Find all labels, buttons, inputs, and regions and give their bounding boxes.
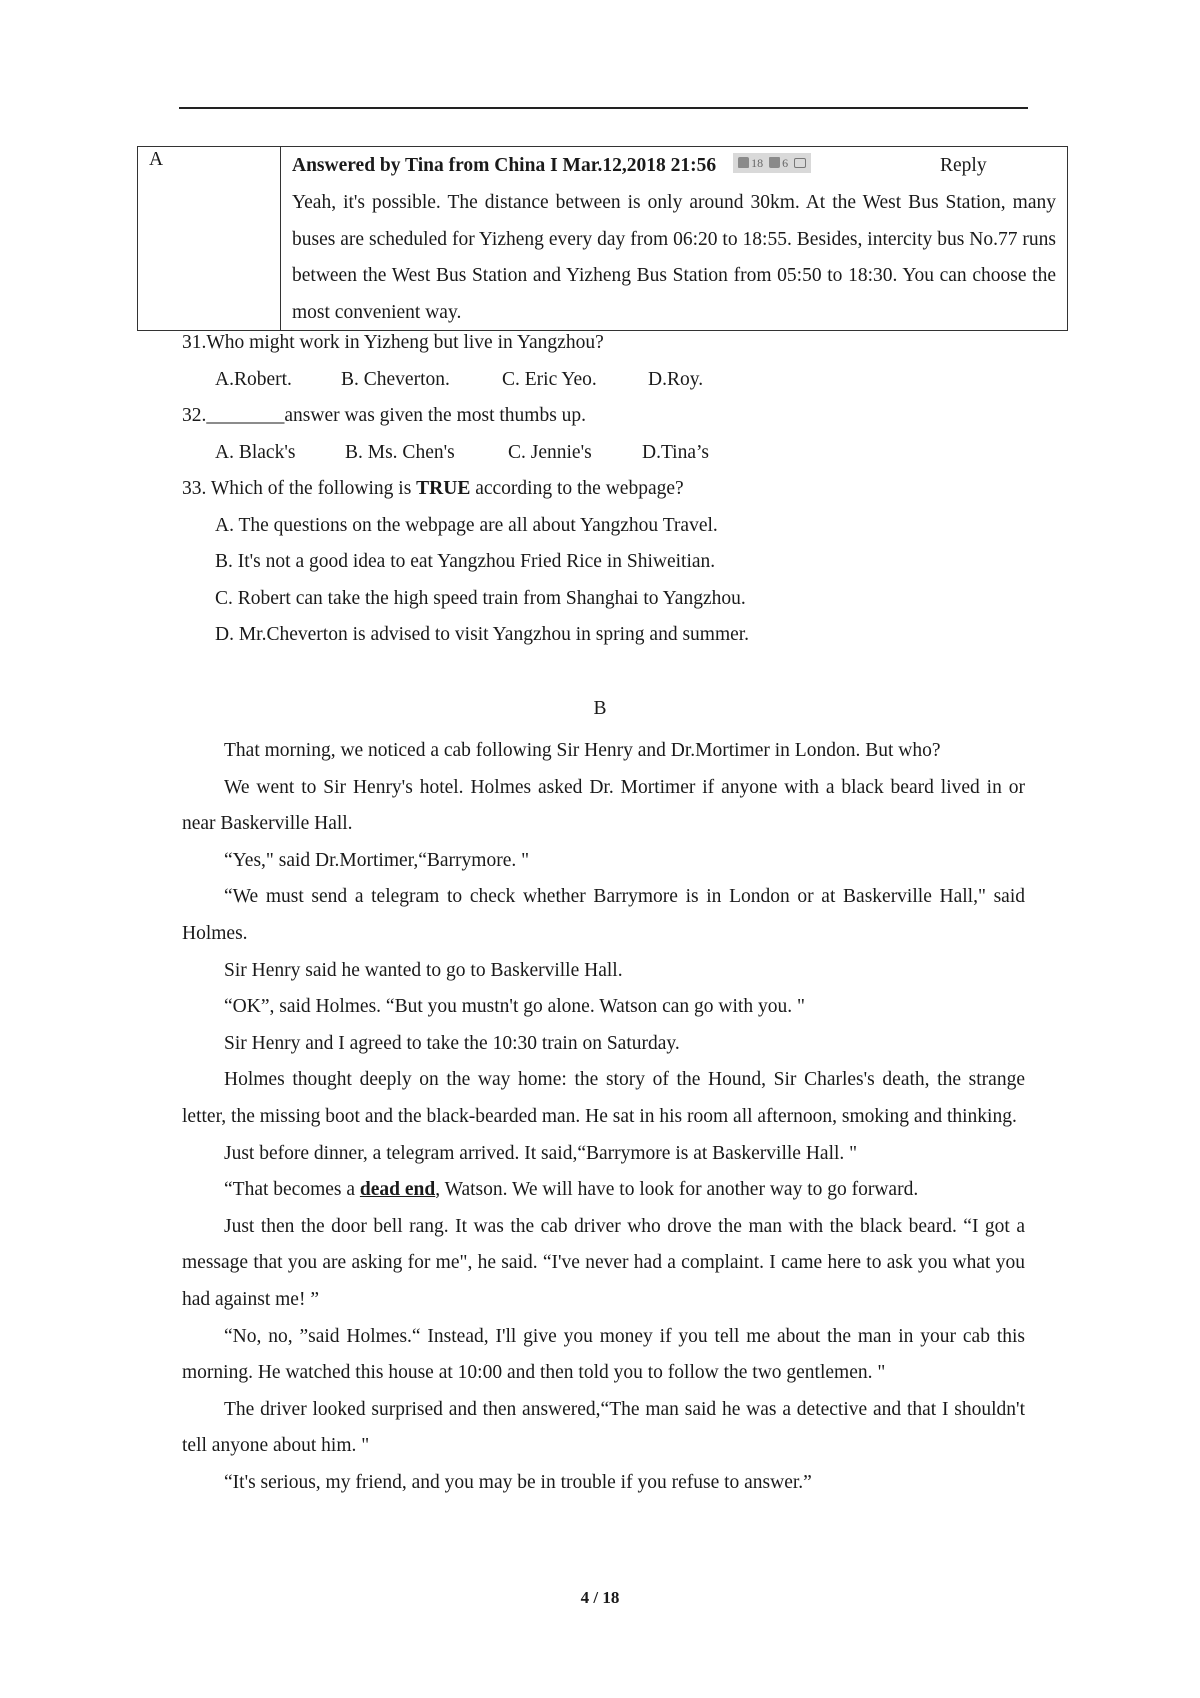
underlined-phrase: dead end	[359, 1179, 436, 1201]
q33-option-d: D. Mr.Cheverton is advised to visit Yangzhou in spring and summer.	[215, 624, 750, 645]
q32-option-c: C. Jennie's	[508, 442, 592, 463]
table-label: A	[149, 149, 164, 170]
passage-paragraph: “OK”, said Holmes. “But you mustn't go alone. Watson can go with you. "	[224, 996, 805, 1018]
q33-option-c: C. Robert can take the high speed train from Shanghai to Yangzhou.	[215, 588, 746, 609]
passage-paragraph: Just before dinner, a telegram arrived. It said,“Barrymore is at Baskerville Hall. "	[224, 1142, 858, 1164]
q32-option-a: A. Black's	[215, 442, 296, 463]
passage-paragraph: That morning, we noticed a cab following Sir Henry and Dr.Mortimer in London. But who?	[224, 740, 941, 761]
q31-option-d: D.Roy.	[648, 369, 704, 390]
q32-option-b: B. Ms. Chen's	[345, 442, 455, 463]
answer-text: Yeah, it's possible. The distance between is only around 30km. At the West Bus Station, many buses are scheduled for Yizheng every day from 06:20 to 18:55. Besides, intercity bus No.77 runs between the West Bus Station and Yizheng Bus Station from 05:50 to 18:30. You can choose the most convenient way.	[292, 192, 1056, 323]
passage-paragraph: Just then the door bell rang. It was the cab driver who drove the man with the black beard. “I got a message that you are asking for me", he said. “I've never had a complaint. I came here to ask you what you had against me! ”	[182, 1215, 1025, 1310]
q33-option-b: B. It's not a good idea to eat Yangzhou Fried Rice in Shiweitian.	[215, 551, 716, 572]
passage-b	[182, 733, 1025, 1501]
header-rule	[179, 107, 1028, 109]
q32-option-d: D.Tina’s	[642, 442, 710, 463]
passage-paragraph-dead-end: “That becomes a dead end, Watson. We will have to look for another way to go forward.	[224, 1179, 919, 1201]
q31-option-a: A.Robert.	[215, 369, 292, 390]
answer-header	[292, 149, 1056, 185]
reactions-bar	[733, 153, 811, 173]
question-33: 33. Which of the following is TRUE according to the webpage?	[182, 478, 684, 499]
reply-link[interactable]: Reply	[940, 155, 987, 176]
passage-paragraph: “Yes," said Dr.Mortimer,“Barrymore. "	[224, 849, 530, 871]
answer-table	[137, 146, 1068, 331]
comment[interactable]	[794, 158, 806, 168]
thumbs-down-icon	[769, 157, 780, 168]
q31-option-b: B. Cheverton.	[341, 369, 450, 390]
section-b-title: B	[593, 698, 607, 719]
question-31: 31.Who might work in Yizheng but live in Yangzhou?	[182, 332, 604, 353]
thumbs-up[interactable]: 18	[738, 146, 763, 180]
answer-author: Answered by Tina from China I Mar.12,2018 21:56	[292, 155, 717, 176]
passage-paragraph: The driver looked surprised and then answered,“The man said he was a detective and that I shouldn't tell anyone about him. "	[182, 1398, 1025, 1457]
passage-paragraph: “We must send a telegram to check whether Barrymore is in London or at Baskerville Hall," said Holmes.	[182, 886, 1025, 944]
thumbs-down[interactable]: 6	[769, 146, 788, 180]
answer-blank: ________	[206, 405, 285, 426]
passage-paragraph: Sir Henry said he wanted to go to Baskerville Hall.	[224, 959, 623, 981]
passage-paragraph: “It's serious, my friend, and you may be in trouble if you refuse to answer.”	[224, 1471, 812, 1493]
q31-option-c: C. Eric Yeo.	[502, 369, 597, 390]
thumbs-up-icon	[738, 157, 749, 168]
table-label-cell	[138, 147, 281, 330]
passage-paragraph: We went to Sir Henry's hotel. Holmes asked Dr. Mortimer if anyone with a black beard lived in or near Baskerville Hall.	[182, 776, 1025, 835]
passage-paragraph: “No, no, ”said Holmes.“ Instead, I'll give you money if you tell me about the man in your cab this morning. He watched this house at 10:00 and then told you to follow the two gentlemen. "	[182, 1325, 1025, 1384]
answer-cell	[281, 147, 1067, 330]
passage-paragraph: Sir Henry and I agreed to take the 10:30 train on Saturday.	[224, 1032, 680, 1054]
passage-paragraph: Holmes thought deeply on the way home: the story of the Hound, Sir Charles's death, the strange letter, the missing boot and the black-bearded man. He sat in his room all afternoon, smoking and thinking.	[182, 1069, 1025, 1127]
page-number: 4 / 18	[580, 1588, 620, 1607]
question-32: 32.________answer was given the most thumbs up.	[182, 405, 587, 426]
comment-icon	[794, 158, 806, 168]
q33-option-a: A. The questions on the webpage are all about Yangzhou Travel.	[215, 515, 718, 536]
